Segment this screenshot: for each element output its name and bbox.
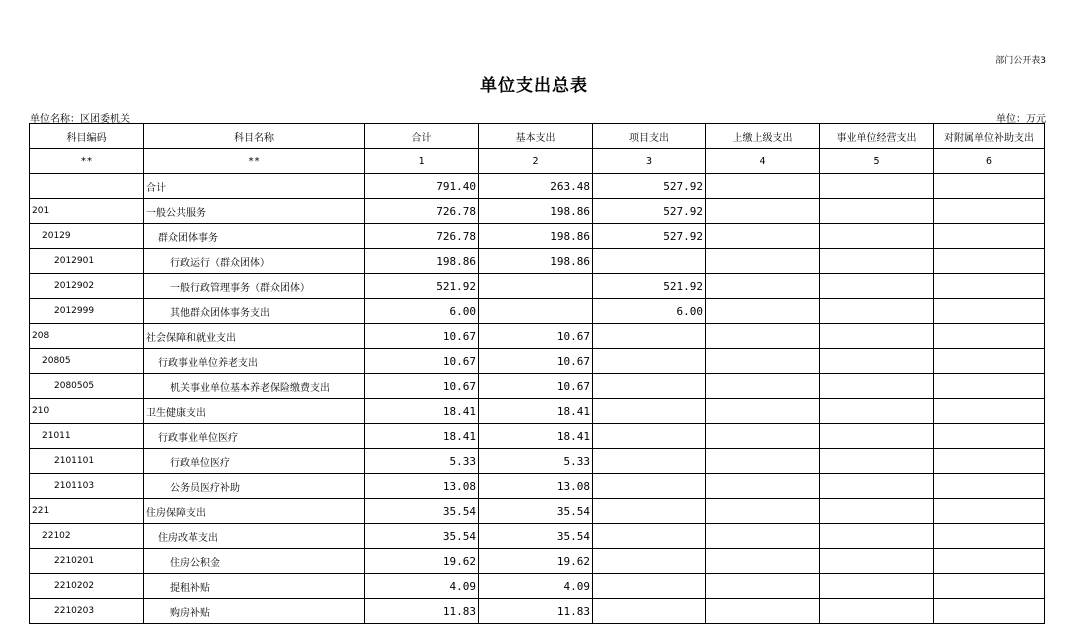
subject-code-cell: 20129 — [30, 224, 144, 249]
subject-name-cell: 行政运行（群众团体） — [144, 249, 365, 274]
upper-payment-cell — [706, 599, 820, 624]
table-row — [30, 224, 1045, 249]
total-cell: 521.92 — [365, 274, 479, 299]
subject-name-cell: 其他群众团体事务支出 — [144, 299, 365, 324]
index-cell: 3 — [593, 149, 706, 174]
column-header-upper: 上缴上级支出 — [706, 124, 820, 149]
table-row — [30, 599, 1045, 624]
table-row — [30, 199, 1045, 224]
basic-expenditure-cell: 198.86 — [479, 199, 593, 224]
project-expenditure-cell: 527.92 — [593, 174, 706, 199]
subsidiary-subsidy-cell — [934, 299, 1045, 324]
business-expenditure-cell — [820, 424, 934, 449]
table-row — [30, 399, 1045, 424]
subject-code-cell: 2101103 — [30, 474, 144, 499]
subject-code-cell: 2210202 — [30, 574, 144, 599]
total-cell: 18.41 — [365, 399, 479, 424]
subject-code-cell: 2210203 — [30, 599, 144, 624]
project-expenditure-cell — [593, 524, 706, 549]
table-row — [30, 524, 1045, 549]
upper-payment-cell — [706, 549, 820, 574]
total-cell: 6.00 — [365, 299, 479, 324]
subject-code-cell: 201 — [30, 199, 144, 224]
basic-expenditure-cell — [479, 299, 593, 324]
total-cell: 35.54 — [365, 524, 479, 549]
subsidiary-subsidy-cell — [934, 224, 1045, 249]
basic-expenditure-cell: 10.67 — [479, 374, 593, 399]
subsidiary-subsidy-cell — [934, 324, 1045, 349]
subsidiary-subsidy-cell — [934, 374, 1045, 399]
total-cell: 10.67 — [365, 374, 479, 399]
index-cell: 5 — [820, 149, 934, 174]
project-expenditure-cell — [593, 249, 706, 274]
subsidiary-subsidy-cell — [934, 599, 1045, 624]
total-cell: 19.62 — [365, 549, 479, 574]
business-expenditure-cell — [820, 374, 934, 399]
upper-payment-cell — [706, 399, 820, 424]
total-cell: 726.78 — [365, 224, 479, 249]
project-expenditure-cell: 527.92 — [593, 224, 706, 249]
project-expenditure-cell — [593, 424, 706, 449]
subsidiary-subsidy-cell — [934, 199, 1045, 224]
header-row — [30, 124, 1045, 149]
upper-payment-cell — [706, 199, 820, 224]
index-cell: ** — [30, 149, 144, 174]
basic-expenditure-cell: 10.67 — [479, 324, 593, 349]
basic-expenditure-cell: 13.08 — [479, 474, 593, 499]
total-cell: 35.54 — [365, 499, 479, 524]
basic-expenditure-cell: 198.86 — [479, 249, 593, 274]
index-cell: ** — [144, 149, 365, 174]
basic-expenditure-cell — [479, 274, 593, 299]
business-expenditure-cell — [820, 324, 934, 349]
project-expenditure-cell — [593, 449, 706, 474]
basic-expenditure-cell: 198.86 — [479, 224, 593, 249]
table-row — [30, 474, 1045, 499]
subject-name-cell: 行政事业单位养老支出 — [144, 349, 365, 374]
business-expenditure-cell — [820, 224, 934, 249]
upper-payment-cell — [706, 299, 820, 324]
table-row — [30, 274, 1045, 299]
subject-name-cell: 住房公积金 — [144, 549, 365, 574]
total-cell: 5.33 — [365, 449, 479, 474]
subsidiary-subsidy-cell — [934, 474, 1045, 499]
subject-code-cell: 21011 — [30, 424, 144, 449]
unit-name-label: 单位名称：区团委机关 — [30, 114, 130, 125]
subject-name-cell: 行政单位医疗 — [144, 449, 365, 474]
subsidiary-subsidy-cell — [934, 399, 1045, 424]
column-header-project: 项目支出 — [593, 124, 706, 149]
subject-name-cell: 群众团体事务 — [144, 224, 365, 249]
total-cell: 18.41 — [365, 424, 479, 449]
total-cell: 10.67 — [365, 349, 479, 374]
subsidiary-subsidy-cell — [934, 249, 1045, 274]
business-expenditure-cell — [820, 524, 934, 549]
table-row — [30, 374, 1045, 399]
column-header-subsidy: 对附属单位补助支出 — [934, 124, 1045, 149]
business-expenditure-cell — [820, 249, 934, 274]
subject-name-cell: 公务员医疗补助 — [144, 474, 365, 499]
project-expenditure-cell — [593, 499, 706, 524]
subject-name-cell: 机关事业单位基本养老保险缴费支出 — [144, 374, 365, 399]
subsidiary-subsidy-cell — [934, 274, 1045, 299]
subject-name-cell: 合计 — [144, 174, 365, 199]
basic-expenditure-cell: 18.41 — [479, 399, 593, 424]
index-cell: 4 — [706, 149, 820, 174]
subject-code-cell: 208 — [30, 324, 144, 349]
project-expenditure-cell — [593, 574, 706, 599]
subject-name-cell: 提租补贴 — [144, 574, 365, 599]
subject-name-cell: 一般行政管理事务（群众团体） — [144, 274, 365, 299]
subject-code-cell — [30, 174, 144, 199]
form-number: 部门公开表3 — [995, 56, 1046, 66]
column-header-business: 事业单位经营支出 — [820, 124, 934, 149]
subject-code-cell: 2210201 — [30, 549, 144, 574]
business-expenditure-cell — [820, 199, 934, 224]
project-expenditure-cell — [593, 324, 706, 349]
index-cell: 2 — [479, 149, 593, 174]
expenditure-table — [29, 123, 1045, 624]
subsidiary-subsidy-cell — [934, 549, 1045, 574]
business-expenditure-cell — [820, 349, 934, 374]
business-expenditure-cell — [820, 474, 934, 499]
total-cell: 11.83 — [365, 599, 479, 624]
subject-code-cell: 2012902 — [30, 274, 144, 299]
business-expenditure-cell — [820, 574, 934, 599]
basic-expenditure-cell: 263.48 — [479, 174, 593, 199]
column-header-code: 科目编码 — [30, 124, 144, 149]
table-row — [30, 324, 1045, 349]
business-expenditure-cell — [820, 174, 934, 199]
table-row — [30, 449, 1045, 474]
project-expenditure-cell — [593, 474, 706, 499]
subsidiary-subsidy-cell — [934, 424, 1045, 449]
subject-code-cell: 2080505 — [30, 374, 144, 399]
total-cell: 726.78 — [365, 199, 479, 224]
subject-name-cell: 卫生健康支出 — [144, 399, 365, 424]
subject-name-cell: 行政事业单位医疗 — [144, 424, 365, 449]
index-cell: 1 — [365, 149, 479, 174]
subject-name-cell: 住房改革支出 — [144, 524, 365, 549]
table-row — [30, 349, 1045, 374]
project-expenditure-cell — [593, 349, 706, 374]
subsidiary-subsidy-cell — [934, 499, 1045, 524]
subsidiary-subsidy-cell — [934, 574, 1045, 599]
basic-expenditure-cell: 4.09 — [479, 574, 593, 599]
subsidiary-subsidy-cell — [934, 449, 1045, 474]
upper-payment-cell — [706, 274, 820, 299]
column-header-name: 科目名称 — [144, 124, 365, 149]
table-row — [30, 499, 1045, 524]
table-row — [30, 299, 1045, 324]
table-row — [30, 249, 1045, 274]
business-expenditure-cell — [820, 499, 934, 524]
subject-name-cell: 购房补贴 — [144, 599, 365, 624]
upper-payment-cell — [706, 374, 820, 399]
upper-payment-cell — [706, 249, 820, 274]
subject-code-cell: 20805 — [30, 349, 144, 374]
total-cell: 198.86 — [365, 249, 479, 274]
subject-code-cell: 2101101 — [30, 449, 144, 474]
business-expenditure-cell — [820, 274, 934, 299]
basic-expenditure-cell: 10.67 — [479, 349, 593, 374]
table-row — [30, 174, 1045, 199]
upper-payment-cell — [706, 574, 820, 599]
business-expenditure-cell — [820, 399, 934, 424]
basic-expenditure-cell: 5.33 — [479, 449, 593, 474]
table-row — [30, 549, 1045, 574]
upper-payment-cell — [706, 224, 820, 249]
basic-expenditure-cell: 35.54 — [479, 499, 593, 524]
business-expenditure-cell — [820, 599, 934, 624]
upper-payment-cell — [706, 524, 820, 549]
column-header-total: 合计 — [365, 124, 479, 149]
table-row — [30, 574, 1045, 599]
subject-name-cell: 社会保障和就业支出 — [144, 324, 365, 349]
upper-payment-cell — [706, 324, 820, 349]
table-body — [30, 174, 1045, 624]
total-cell: 791.40 — [365, 174, 479, 199]
subject-code-cell: 210 — [30, 399, 144, 424]
index-cell: 6 — [934, 149, 1045, 174]
upper-payment-cell — [706, 499, 820, 524]
basic-expenditure-cell: 11.83 — [479, 599, 593, 624]
currency-unit-label: 单位：万元 — [996, 114, 1046, 125]
project-expenditure-cell: 527.92 — [593, 199, 706, 224]
total-cell: 4.09 — [365, 574, 479, 599]
total-cell: 13.08 — [365, 474, 479, 499]
index-row — [30, 149, 1045, 174]
subject-code-cell: 221 — [30, 499, 144, 524]
upper-payment-cell — [706, 474, 820, 499]
basic-expenditure-cell: 18.41 — [479, 424, 593, 449]
table-row — [30, 424, 1045, 449]
project-expenditure-cell: 521.92 — [593, 274, 706, 299]
project-expenditure-cell — [593, 599, 706, 624]
upper-payment-cell — [706, 424, 820, 449]
subsidiary-subsidy-cell — [934, 524, 1045, 549]
project-expenditure-cell: 6.00 — [593, 299, 706, 324]
subject-name-cell: 一般公共服务 — [144, 199, 365, 224]
subject-name-cell: 住房保障支出 — [144, 499, 365, 524]
upper-payment-cell — [706, 449, 820, 474]
page-title: 单位支出总表 — [480, 76, 588, 96]
subsidiary-subsidy-cell — [934, 349, 1045, 374]
subject-code-cell: 22102 — [30, 524, 144, 549]
business-expenditure-cell — [820, 449, 934, 474]
subsidiary-subsidy-cell — [934, 174, 1045, 199]
column-header-basic: 基本支出 — [479, 124, 593, 149]
business-expenditure-cell — [820, 549, 934, 574]
business-expenditure-cell — [820, 299, 934, 324]
upper-payment-cell — [706, 349, 820, 374]
basic-expenditure-cell: 19.62 — [479, 549, 593, 574]
upper-payment-cell — [706, 174, 820, 199]
project-expenditure-cell — [593, 374, 706, 399]
project-expenditure-cell — [593, 399, 706, 424]
subject-code-cell: 2012999 — [30, 299, 144, 324]
basic-expenditure-cell: 35.54 — [479, 524, 593, 549]
project-expenditure-cell — [593, 549, 706, 574]
subject-code-cell: 2012901 — [30, 249, 144, 274]
total-cell: 10.67 — [365, 324, 479, 349]
